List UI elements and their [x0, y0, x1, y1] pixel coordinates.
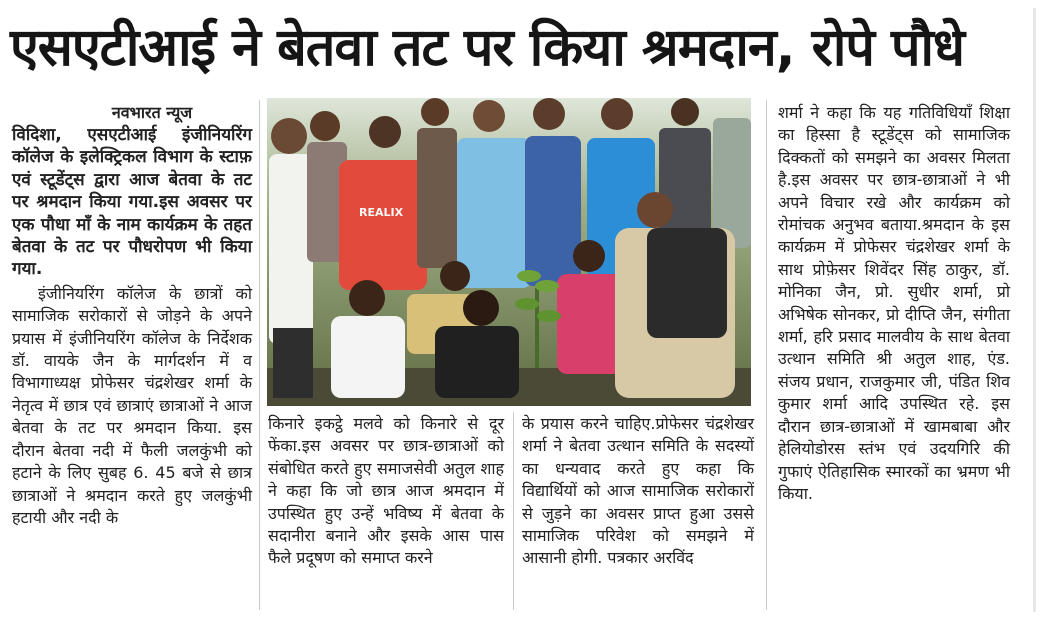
shirt-text: REALIX	[359, 206, 404, 219]
page-edge-rule	[1033, 8, 1036, 612]
body-paragraph-2: किनारे इकट्ठे मलवे को किनारे से दूर फेंका.इस अवसर पर छात्र-छात्राओं को संबोधित करते हुए समाजसेवी अतुल शाह ने कहा कि जो छात्र आज श्रमदान में उपस्थित हुए उन्हें भविष्य में बेतवा के सदानीरा बनाने और इसके आस पास फैले प्रदूषण को समाप्त करने	[268, 414, 504, 568]
column-divider	[513, 412, 514, 610]
article-column-4	[778, 102, 1010, 610]
body-paragraph-4: शर्मा ने कहा कि यह गतिविधियाँ शिक्षा का हिस्सा है स्टूडेंट्स को सामाजिक दिक्कतों को समझने का अवसर मिलता है.इस अवसर पर छात्र-छात्राओं ने भी अपने विचार रखे और कार्यक्रम को रोमांचक अनुभव बताया.श्रमदान के इस कार्यक्रम में प्रोफेसर चंद्रशेखर शर्मा के साथ प्रोफ़ेसर शिवेंदर सिंह ठाकुर, डॉ. मोनिका जैन, प्रो. सुधीर शर्मा, प्रो अभिषेक सोनकर, प्रो दीप्ति जैन, संगीता शर्मा, हरि प्रसाद मालवीय के साथ बेतवा उत्थान समिति श्री अतुल शाह, एंड. संजय प्रधान, राजकुमार जी, पंडित शिव कुमार शर्मा आदि उपस्थित रहे. इस दौरान छात्र-छात्राओं में खामबाबा और हेलियोडोरस स्तंभ एवं उदयगिरि की गुफाएं ऐतिहासिक स्मारकों का भ्रमण भी किया.	[778, 103, 1010, 503]
column-divider	[766, 100, 767, 610]
byline: नवभारत न्यूज	[111, 103, 193, 122]
body-paragraph-3: के प्रयास करने चाहिए.प्रोफेसर चंद्रशेखर शर्मा ने बेतवा उत्थान समिति के सदस्यों का धन्यवाद करते हुए कहा कि विद्यार्थियों को आज सामाजिक सरोकारों से जुड़ने का अवसर प्राप्त हुआ उससे सामाजिक परिवेश को समझने में आसानी होगी. पत्रकार अरविंद	[522, 414, 754, 568]
news-photo-illustration	[267, 98, 751, 406]
news-photo	[267, 98, 751, 406]
body-paragraph-1: इंजीनियरिंग कॉलेज के छात्रों को सामाजिक सरोकारों से जोड़ने के अपने प्रयास में इंजीनियरिंग कॉलेज के निर्देशक डॉ. वायके जैन के मार्गदर्शन में व विभागाध्यक्ष प्रोफेसर चंद्रशेखर शर्मा के नेतृत्व में छात्र एवं छात्राएं छात्राओं ने आज बेतवा के तट पर श्रमदान किया. इस दौरान बेतवा नदी में फैली जलकुंभी को हटाने के लिए सुबह 6. 45 बजे से छात्र छात्राओं ने श्रमदान करते हुए जलकुंभी हटायी और नदी के	[12, 283, 252, 527]
article-column-2	[268, 413, 504, 611]
headline: एसएटीआई ने बेतवा तट पर किया श्रमदान, रोपे पौधे	[10, 18, 964, 78]
article-column-3	[522, 413, 754, 611]
lead-paragraph: विदिशा, एसएटीआई इंजीनियरिंग कॉलेज के इलेक्ट्रिकल विभाग के स्टाफ़ एवं स्टूडेंट्स द्वारा आज बेतवा के तट पर श्रमदान किया गया.इस अवसर पर एक पौधा माँ के नाम कार्यक्रम के तहत बेतवा के तट पर पौधरोपण भी किया गया.	[12, 125, 252, 280]
article-column-1	[12, 102, 252, 610]
column-divider	[259, 100, 260, 610]
